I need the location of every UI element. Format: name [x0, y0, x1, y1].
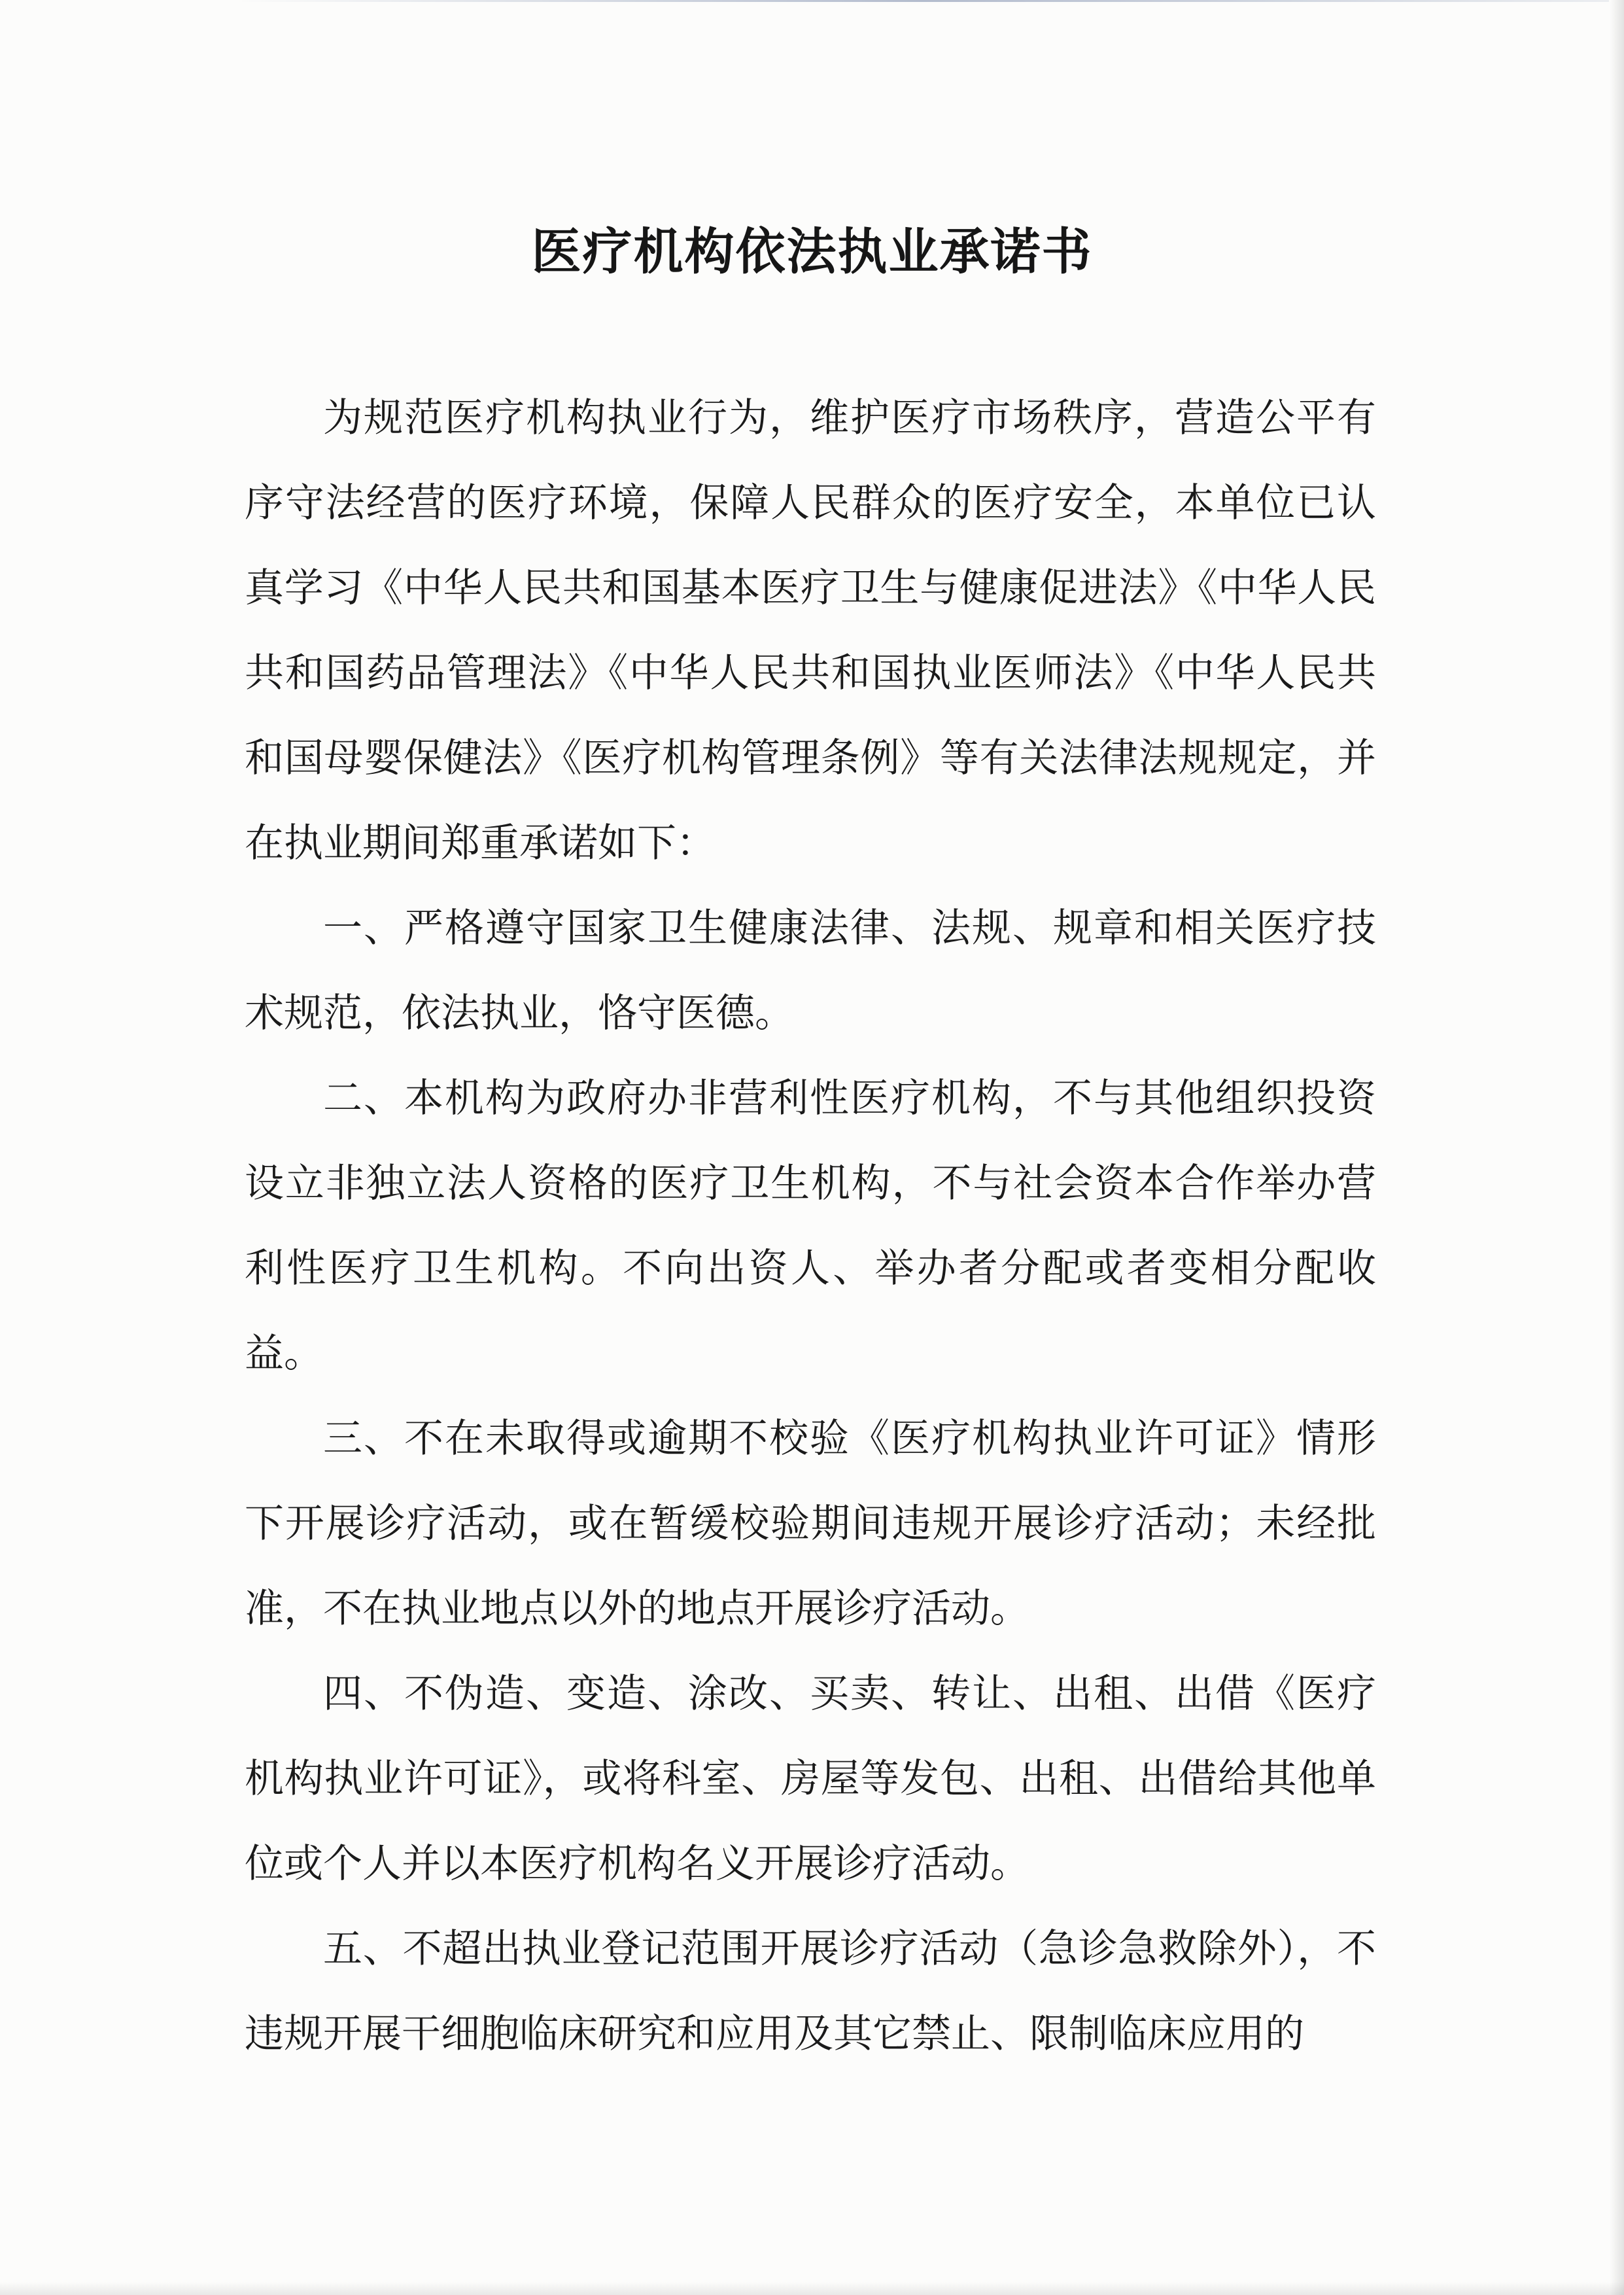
scan-artifact — [235, 0, 1609, 2]
paragraph-item-5: 五、不超出执业登记范围开展诊疗活动（急诊急救除外），不违规开展干细胞临床研究和应用及其它禁止、限制临床应用的 — [245, 1926, 1376, 2057]
document-title: 医疗机构依法执业承诺书 — [531, 222, 1093, 281]
paragraph-item-1: 一、严格遵守国家卫生健康法律、法规、规章和相关医疗技术规范，依法执业，恪守医德。 — [245, 905, 1376, 1036]
paragraph-item-3: 三、不在未取得或逾期不校验《医疗机构执业许可证》情形下开展诊疗活动，或在暂缓校验期间违规开展诊疗活动；未经批准，不在执业地点以外的地点开展诊疗活动。 — [245, 1416, 1376, 1632]
scan-shadow-bottom — [0, 2282, 1624, 2295]
paragraph-intro: 为规范医疗机构执业行为，维护医疗市场秩序，营造公平有序守法经营的医疗环境，保障人民群众的医疗安全，本单位已认真学习《中华人民共和国基本医疗卫生与健康促进法》《中华人民共和国药品管理法》《中华人民共和国执业医师法》《中华人民共和国母婴保健法》《医疗机构管理条例》等有关法律法规规定，并在执业期间郑重承诺如下： — [245, 395, 1376, 866]
scan-shadow-right — [1610, 0, 1624, 2295]
paragraph-item-4: 四、不伪造、变造、涂改、买卖、转让、出租、出借《医疗机构执业许可证》，或将科室、房屋等发包、出租、出借给其他单位或个人并以本医疗机构名义开展诊疗活动。 — [245, 1671, 1376, 1887]
document-body — [245, 376, 1376, 2076]
paragraph-item-2: 二、本机构为政府办非营利性医疗机构，不与其他组织投资设立非独立法人资格的医疗卫生机构，不与社会资本合作举办营利性医疗卫生机构。不向出资人、举办者分配或者变相分配收益。 — [245, 1076, 1376, 1376]
